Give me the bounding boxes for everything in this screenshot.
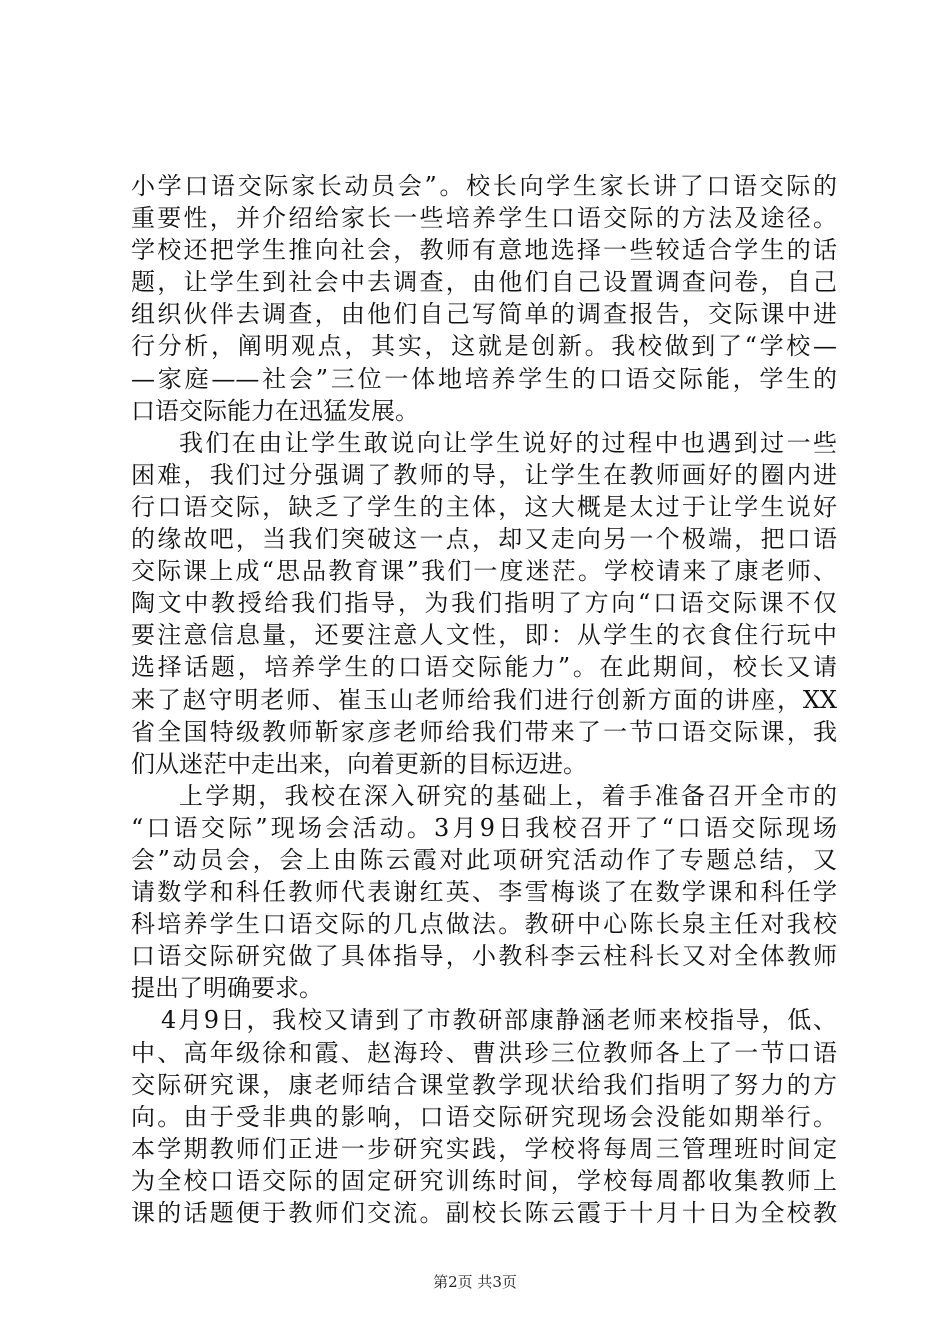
text-line: 要注意信息量，还要注意人文性，即：从学生的衣食住行玩中: [131, 621, 837, 650]
text-line: 会”动员会，会上由陈云霞对此项研究活动作了专题总结，又: [131, 845, 837, 874]
text-line: 中、高年级徐和霞、赵海玲、曹洪珍三位教师各上了一节口语: [131, 1038, 837, 1067]
text-line: “口语交际”现场会活动。3月9日我校召开了“口语交际现场: [131, 813, 837, 842]
text-line: 行分析，阐明观点，其实，这就是创新。我校做到了“学校—: [131, 332, 837, 361]
text-line: 组织伙伴去调查，由他们自己写简单的调查报告，交际课中进: [131, 300, 837, 329]
text-line: 省全国特级教师靳家彦老师给我们带来了一节口语交际课，我: [131, 717, 837, 746]
text-line: 交际研究课，康老师结合课堂教学现状给我们指明了努力的方: [131, 1070, 837, 1099]
text-line: 为全校口语交际的固定研究训练时间，学校每周都收集教师上: [131, 1166, 837, 1195]
text-line: 交际课上成“思品教育课”我们一度迷茫。学校请来了康老师、: [131, 557, 837, 586]
text-line: 本学期教师们正进一步研究实践，学校将每周三管理班时间定: [131, 1134, 837, 1163]
paragraph-first-line: 我们在由让学生敢说向让学生说好的过程中也遇到过一些: [179, 428, 837, 457]
text-line: 来了赵守明老师、崔玉山老师给我们进行创新方面的讲座，XX: [131, 685, 837, 714]
paragraph-first-line: 4月9日，我校又请到了市教研部康静涵老师来校指导，低、: [161, 1006, 837, 1035]
text-line: —家庭——社会”三位一体地培养学生的口语交际能，学生的: [131, 364, 837, 393]
text-line: 口语交际能力在迅猛发展。: [131, 396, 419, 425]
text-line: 学校还把学生推向社会，教师有意地选择一些较适合学生的话: [131, 236, 837, 265]
text-line: 陶文中教授给我们指导，为我们指明了方向“口语交际课不仅: [131, 589, 837, 618]
text-line: 提出了明确要求。: [131, 974, 323, 1003]
text-line: 向。由于受非典的影响，口语交际研究现场会没能如期举行。: [131, 1102, 837, 1131]
text-line: 选择话题，培养学生的口语交际能力”。在此期间，校长又请: [131, 653, 837, 682]
text-line: 行口语交际，缺乏了学生的主体，这大概是太过于让学生说好: [131, 492, 837, 521]
text-line: 们从迷茫中走出来，向着更新的目标迈进。: [131, 749, 587, 778]
text-line: 科培养学生口语交际的几点做法。教研中心陈长泉主任对我校: [131, 910, 837, 939]
text-line: 小学口语交际家长动员会”。校长向学生家长讲了口语交际的: [131, 172, 837, 200]
text-line: 题，让学生到社会中去调查，由他们自己设置调查问卷，自己: [131, 268, 837, 297]
text-line: 的缘故吧，当我们突破这一点，却又走向另一个极端，把口语: [131, 525, 837, 554]
text-line: 重要性，并介绍给家长一些培养学生口语交际的方法及途径。: [131, 204, 837, 233]
body-text: [131, 170, 837, 1229]
text-line: 课的话题便于教师们交流。副校长陈云霞于十月十日为全校教: [131, 1199, 837, 1227]
page-footer: 第2页 共3页: [433, 1273, 517, 1291]
text-line: 口语交际研究做了具体指导，小教科李云柱科长又对全体教师: [131, 942, 837, 971]
text-line: 请数学和科任教师代表谢红英、李雪梅谈了在数学课和科任学: [131, 878, 837, 907]
text-line: 困难，我们过分强调了教师的导，让学生在教师画好的圈内进: [131, 460, 837, 489]
paragraph-first-line: 上学期，我校在深入研究的基础上，着手准备召开全市的: [179, 781, 837, 810]
